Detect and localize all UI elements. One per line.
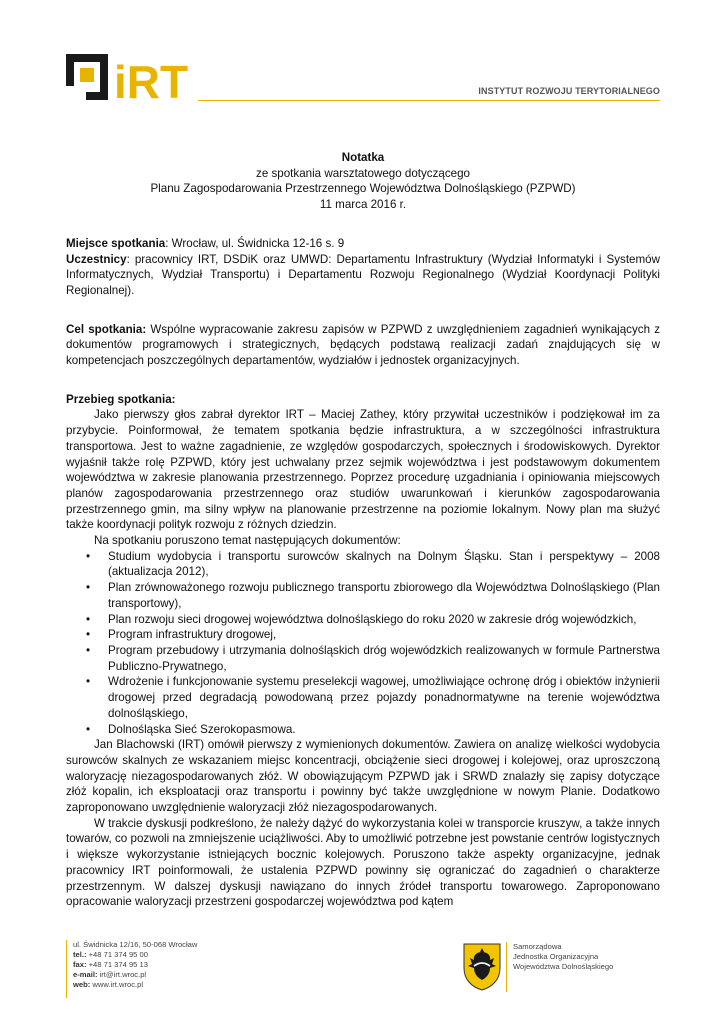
document-title: Notatka — [341, 151, 385, 164]
course-paragraph-3: Jan Blachowski (IRT) omówił pierwszy z wymienionych dokumentów. Zawiera on analizę wielkości wydobycia surowców skalnych ze wskazaniem miejsc koncentracji, obciążenie sieci drogowej i kolejowej, oraz uproszczoną waloryzację niezagospodarowanych złóż. W obowiązującym PZPWD jak i SRWD znalazły się zapisy dotyczące złóż kopalin, ich eksploatacji oraz transportu i powinny być także uwzględnione w nowym Planie. Dodatkowo zaproponowano uwzględnienie waloryzacji złóż niezagospodarowanych. — [66, 738, 660, 815]
org-line-3: Województwa Dolnośląskiego — [513, 962, 614, 971]
header-rule — [198, 100, 660, 101]
meeting-place — [66, 236, 660, 252]
document-body — [66, 150, 660, 910]
page-header — [66, 48, 660, 104]
course-heading: Przebieg spotkania: — [66, 392, 176, 406]
participants-value: : pracownicy IRT, DSDiK oraz UMWD: Departamentu Infrastruktury (Wydział Informatyki i Systemów Informatycznych, Wydział Transportu) i Departamentu Rozwoju Regionalnego (Wydział Koordynacji Polityki Regionalnej). — [66, 252, 660, 297]
course-paragraph-4: W trakcie dyskusji podkreślono, że należy dążyć do wykorzystania kolei w transporcie kruszyw, a także innych towarów, co pozwoli na zmniejszenie uciążliwości. Aby to umożliwić potrzebne jest powstanie centrów logistycznych i większe wykorzystanie istniejących bocznic kolejowych. Poruszono także aspekty organizacyjne, jednak pracownicy IRT poinformowali, że ustalenia PZPWD powinny się ograniczać do zagadnień o charakterze przestrzennym. W dalszej dyskusji nawiązano do innych źródeł transportu towarowego. Zaproponowano opracowanie waloryzacji przestrzeni gospodarczej województwa pod kątem — [66, 816, 660, 909]
footer-fax — [73, 960, 197, 970]
meeting-goal — [66, 322, 660, 369]
list-item: • Program przebudowy i utrzymania dolnośląskich dróg wojewódzkich realizowanych w formule Partnerstwa Publiczno-Prywatnego, — [66, 643, 660, 674]
list-item: • Plan rozwoju sieci drogowej województwa dolnośląskiego do roku 2020 w zakresie dróg wojewódzkich, — [66, 612, 660, 628]
fax-label: fax: — [73, 960, 87, 969]
web-label: web: — [73, 980, 91, 989]
irt-logo — [66, 48, 206, 104]
title-line-2: Planu Zagospodarowania Przestrzennego Województwa Dolnośląskiego (PZPWD) — [150, 182, 576, 196]
documents-list — [66, 549, 660, 737]
list-item: • Dolnośląska Sieć Szerokopasmowa. — [66, 722, 660, 738]
footer-email — [73, 970, 197, 980]
course-paragraph-2: Na spotkaniu poruszono temat następujących dokumentów: — [94, 534, 401, 548]
footer-contact — [66, 940, 197, 998]
goal-value: Wspólne wypracowanie zakresu zapisów w PZPWD z uwzględnieniem zagadnień wynikających z dokumentów programowych i strategicznych, będących podstawą realizacji zadań znajdujących się w kompetencjach poszczególnych departamentów, wydziałów i jednostek organizacyjnych. — [66, 322, 660, 368]
footer-address: ul. Świdnicka 12/16, 50-068 Wrocław — [73, 940, 198, 949]
tel-label: tel.: — [73, 950, 87, 959]
logo-text: iRT — [114, 56, 189, 104]
fax-value: +48 71 374 95 13 — [86, 960, 148, 969]
email-value[interactable]: irt@irt.wroc.pl — [97, 970, 147, 979]
list-item: • Program infrastruktury drogowej, — [66, 627, 660, 643]
footer-organization — [506, 942, 613, 992]
participants-label: Uczestnicy — [66, 252, 127, 266]
email-label: e-mail: — [73, 970, 98, 979]
title-line-1: ze spotkania warsztatowego dotyczącego — [256, 166, 470, 180]
tel-value: +48 71 374 95 00 — [86, 950, 148, 959]
list-item: • Studium wydobycia i transportu surowców skalnych na Dolnym Śląsku. Stan i perspektywy – 2008 (aktualizacja 2012), — [66, 549, 660, 580]
org-line-2: Jednostka Organizacyjna — [513, 952, 599, 961]
course-paragraph-1: Jako pierwszy głos zabrał dyrektor IRT – Maciej Zathey, który przywitał uczestników i podziękował im za przybycie. Poinformował, że tematem spotkania będzie infrastruktura, a w szczególności infrastruktura transportowa. Jest to ważne zagadnienie, ze względów gospodarczych, społecznych i środowiskowych. Dyrektor wyjaśnił także rolę PZPWD, który jest uchwalany przez sejmik województwa i jest podstawowym dokumentem województwa w zakresie planowania przestrzennego. Poprzez procedurę uzgadniania i opiniowania miejscowych planów zagospodarowania przestrzennego oraz studiów uwarunkowań i kierunków zagospodarowania przestrzennego gmin, ma silny wpływ na planowanie przestrzenne na poziomie lokalnym. Nowy plan ma służyć także koordynacji polityk rozwoju z różnych dziedzin. — [66, 408, 660, 532]
list-item: • Plan zrównoważonego rozwoju publicznego transportu zbiorowego dla Województwa Dolnośląskiego (Plan transportowy), — [66, 580, 660, 611]
meeting-participants — [66, 252, 660, 299]
place-label: Miejsce spotkania — [66, 236, 166, 250]
org-line-1: Samorządowa — [513, 942, 562, 951]
place-value: : Wrocław, ul. Świdnicka 12-16 s. 9 — [165, 236, 345, 250]
web-value[interactable]: www.irt.wroc.pl — [90, 980, 144, 989]
coat-of-arms-icon — [462, 942, 502, 992]
footer-tel — [73, 950, 197, 960]
list-item: • Wdrożenie i funkcjonowanie systemu preselekcji wagowej, umożliwiające ochronę dróg i obiektów inżynierii drogowej przed degradacją powodowaną przez pojazdy ponadnormatywne na terenie województwa dolnośląskiego, — [66, 674, 660, 721]
institute-name: INSTYTUT ROZWOJU TERYTORIALNEGO — [478, 86, 660, 96]
footer-web — [73, 980, 197, 990]
document-date: 11 marca 2016 r. — [319, 198, 407, 212]
goal-label: Cel spotkania: — [66, 322, 147, 336]
